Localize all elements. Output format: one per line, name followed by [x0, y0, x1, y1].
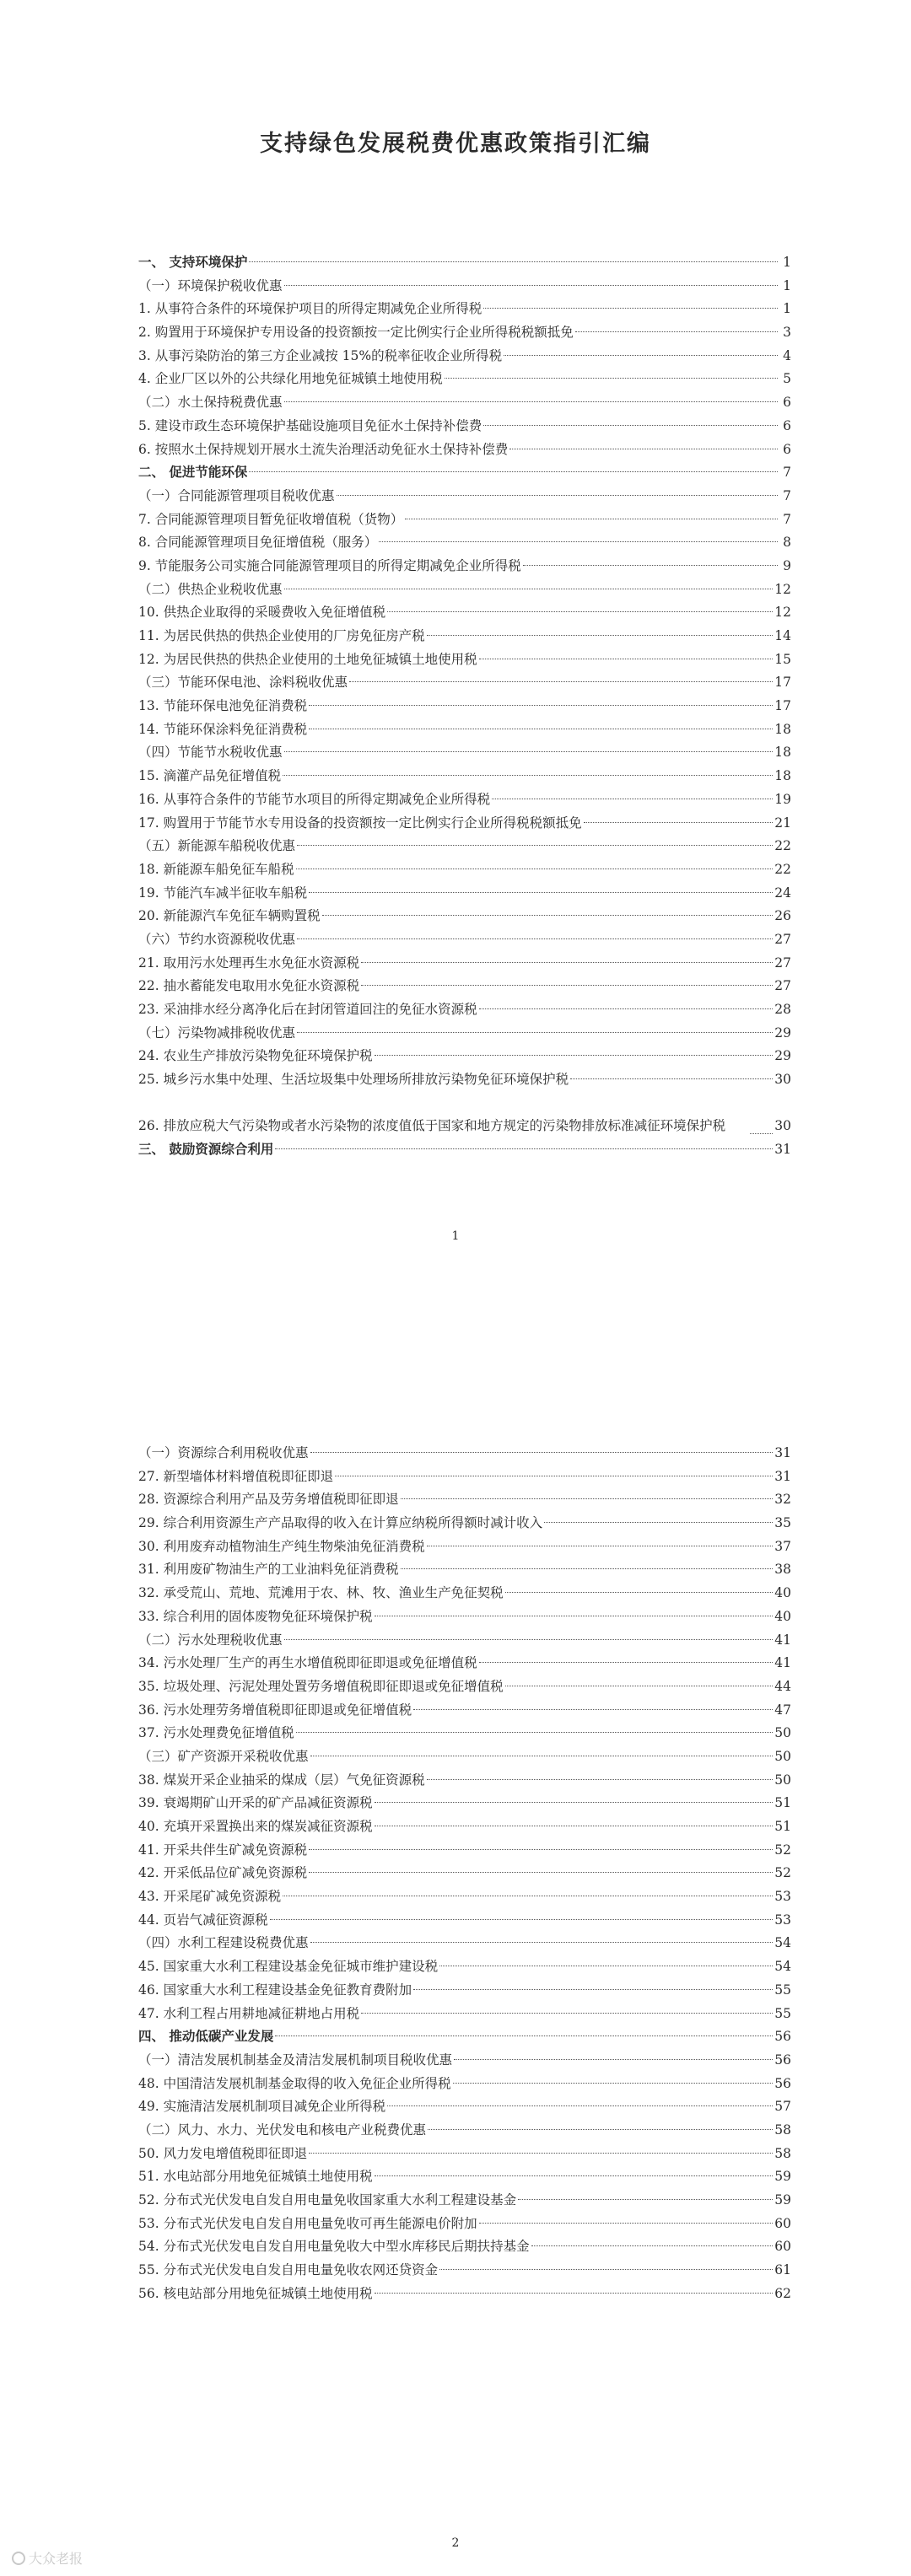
toc-entry[interactable]	[138, 2003, 791, 2026]
toc-entry-label: 24. 农业生产排放污染物免征环境保护税	[138, 1048, 373, 1064]
toc-page-number: 31	[774, 1468, 791, 1484]
toc-page-number: 60	[774, 2239, 791, 2255]
toc-leader-dots	[283, 775, 773, 776]
toc-page-number: 62	[774, 2285, 791, 2301]
toc-entry-label: 36. 污水处理劳务增值税即征即退或免征增值税	[138, 1702, 412, 1718]
toc-entry[interactable]	[138, 1955, 791, 1979]
toc-entry-label: （一）资源综合利用税收优惠	[138, 1445, 309, 1460]
toc-entry[interactable]	[138, 601, 791, 625]
toc-leader-dots	[454, 2059, 773, 2060]
toc-leader-dots	[483, 308, 778, 309]
toc-leader-dots	[479, 2223, 774, 2224]
toc-entry[interactable]	[138, 321, 791, 345]
toc-leader-dots	[309, 1872, 773, 1873]
toc-entry-label: 45. 国家重大水利工程建设基金免征城市维护建设税	[138, 1959, 439, 1975]
toc-leader-dots	[309, 1849, 773, 1850]
toc-entry[interactable]	[138, 2283, 791, 2306]
toc-page-number: 9	[783, 557, 791, 573]
toc-entry-label: 2. 购置用于环境保护专用设备的投资额按一定比例实行企业所得税税额抵免	[138, 325, 574, 341]
toc-page-number: 54	[774, 1959, 791, 1975]
toc-leader-dots	[337, 495, 778, 496]
toc-entry-label: 15. 滴灌产品免征增值税	[138, 768, 282, 784]
toc-entry[interactable]	[138, 905, 791, 928]
toc-leader-dots	[523, 565, 778, 566]
toc-entry-label: （六）节约水资源税收优惠	[138, 931, 296, 947]
toc-entry[interactable]	[138, 415, 791, 438]
toc-page-number: 17	[774, 675, 791, 691]
toc-leader-dots	[479, 1008, 774, 1009]
toc-page-number: 44	[774, 1678, 791, 1694]
toc-page-number: 26	[774, 908, 791, 924]
toc-leader-dots	[375, 2175, 774, 2176]
toc-page-number: 17	[774, 698, 791, 714]
toc-entry-label: （四）水利工程建设税费优惠	[138, 1935, 309, 1951]
toc-entry-label: 41. 开采共伴生矿减免资源税	[138, 1842, 308, 1858]
toc-page-number: 27	[774, 978, 791, 994]
toc-entry-label: 28. 资源综合利用产品及劳务增值税即征即退	[138, 1492, 399, 1508]
toc-leader-dots	[453, 2083, 774, 2084]
toc-entry[interactable]	[138, 1442, 791, 1465]
toc-entry[interactable]	[138, 2213, 791, 2236]
toc-page-number: 51	[774, 1795, 791, 1811]
watermark	[12, 2548, 83, 2568]
toc-entry-label: （二）水土保持税费优惠	[138, 395, 283, 411]
toc-entry[interactable]	[138, 1582, 791, 1605]
toc-leader-dots	[249, 471, 778, 472]
toc-leader-dots	[361, 962, 773, 963]
toc-entry[interactable]	[138, 1512, 791, 1535]
toc-entry[interactable]	[138, 1605, 791, 1629]
toc-leader-dots	[483, 425, 778, 426]
toc-entry[interactable]	[138, 625, 791, 648]
toc-entry-label: （一）合同能源管理项目税收优惠	[138, 487, 335, 503]
toc-entry[interactable]	[138, 1022, 791, 1046]
toc-page-number: 56	[774, 2029, 791, 2045]
toc-entry-label: 32. 承受荒山、荒地、荒滩用于农、林、牧、渔业生产免征契税	[138, 1585, 504, 1601]
document-title: 支持绿色发展税费优惠政策指引汇编	[260, 131, 651, 157]
toc-page-number: 52	[774, 1865, 791, 1881]
toc-leader-dots	[297, 1032, 773, 1033]
toc-page-number: 40	[774, 1585, 791, 1601]
toc-entry[interactable]	[138, 275, 791, 298]
toc-entry[interactable]	[138, 928, 791, 952]
toc-entry[interactable]	[138, 1535, 791, 1559]
toc-entry[interactable]	[138, 835, 791, 858]
toc-leader-dots	[270, 1919, 774, 1920]
toc-page-number: 27	[774, 955, 791, 971]
toc-entry[interactable]	[138, 2165, 791, 2189]
toc-leader-dots	[309, 2153, 773, 2154]
toc-page-number: 14	[774, 628, 791, 643]
toc-entry[interactable]	[138, 975, 791, 998]
toc-entry-label: 13. 节能环保电池免征消费税	[138, 698, 308, 714]
toc-entry[interactable]	[138, 1652, 791, 1675]
toc-leader-dots	[284, 751, 774, 752]
toc-leader-dots	[387, 611, 773, 612]
toc-entry[interactable]	[138, 1722, 791, 1745]
toc-page-number: 7	[783, 487, 791, 503]
toc-entry-label: 19. 节能汽车减半征收车船税	[138, 885, 308, 901]
toc-page-number: 60	[774, 2215, 791, 2231]
toc-leader-dots	[284, 1639, 774, 1640]
toc-section-heading[interactable]	[138, 2025, 791, 2049]
toc-leader-dots	[479, 1662, 774, 1663]
toc-entry-label: 三、 鼓励资源综合利用	[138, 1141, 274, 1157]
toc-page-number: 1	[783, 277, 791, 293]
toc-page-number: 19	[774, 791, 791, 807]
toc-entry[interactable]	[138, 882, 791, 906]
toc-entry-label: 8. 合同能源管理项目免征增值税（服务）	[138, 535, 378, 551]
toc-entry[interactable]	[138, 812, 791, 836]
toc-leader-dots	[284, 401, 778, 402]
toc-page-number: 54	[774, 1935, 791, 1951]
toc-entry-label: 22. 抽水蓄能发电取用水免征水资源税	[138, 978, 360, 994]
toc-page-number: 55	[774, 2005, 791, 2021]
toc-leader-dots	[349, 681, 773, 682]
toc-leader-dots	[375, 1802, 774, 1803]
toc-entry-label: 42. 开采低品位矿减免资源税	[138, 1865, 308, 1881]
toc-page-number: 18	[774, 768, 791, 784]
toc-page-number: 31	[774, 1445, 791, 1460]
toc-page-number: 15	[774, 651, 791, 667]
toc-page-number: 12	[774, 581, 791, 597]
toc-entry-label: 30. 利用废弃动植物油生产纯生物柴油免征消费税	[138, 1538, 425, 1554]
toc-entry[interactable]	[138, 345, 791, 368]
toc-leader-dots	[504, 355, 778, 356]
toc-entry-label: （七）污染物减排税收优惠	[138, 1024, 296, 1041]
toc-entry[interactable]	[138, 578, 791, 602]
toc-entry-label: 11. 为居民供热的供热企业使用的厂房免征房产税	[138, 628, 425, 643]
toc-entry[interactable]	[138, 2189, 791, 2213]
toc-page-number: 1	[783, 301, 791, 317]
toc-entry-label: 35. 垃圾处理、污泥处理处置劳务增值税即征即退或免征增值税	[138, 1678, 504, 1694]
toc-entry[interactable]	[138, 555, 791, 578]
toc-entry[interactable]	[138, 2119, 791, 2143]
toc-entry-label: 43. 开采尾矿减免资源税	[138, 1889, 282, 1905]
toc-page-number: 35	[774, 1515, 791, 1531]
toc-leader-dots	[284, 285, 778, 286]
toc-page-number: 18	[774, 721, 791, 737]
toc-page-number: 5	[783, 371, 791, 387]
toc-leader-dots	[439, 2269, 773, 2270]
toc-entry[interactable]	[138, 1745, 791, 1769]
toc-page-number: 55	[774, 1982, 791, 1998]
toc-entry[interactable]	[138, 1045, 791, 1068]
toc-page-number: 21	[774, 815, 791, 831]
toc-entry-label: （四）节能节水税收优惠	[138, 745, 283, 761]
toc-entry-label: 20. 新能源汽车免征车辆购置税	[138, 908, 321, 924]
toc-page-number: 41	[774, 1632, 791, 1648]
toc-entry-label: 50. 风力发电增值税即征即退	[138, 2145, 308, 2161]
toc-leader-dots	[310, 1942, 774, 1943]
toc-entry[interactable]	[138, 1092, 791, 1138]
toc-entry-label: 二、 促进节能环保	[138, 465, 248, 481]
toc-page-number: 1	[783, 255, 791, 270]
toc-leader-dots	[310, 1452, 774, 1453]
toc-entry-label: 56. 核电站部分用地免征城镇土地使用税	[138, 2285, 373, 2301]
toc-list-page-2	[138, 1442, 791, 2305]
toc-leader-dots	[445, 378, 778, 379]
toc-entry-label: 49. 实施清洁发展机制项目减免企业所得税	[138, 2099, 386, 2115]
toc-entry[interactable]	[138, 765, 791, 788]
toc-entry[interactable]	[138, 2073, 791, 2096]
toc-entry-label: 55. 分布式光伏发电自发自用电量免收农网还贷资金	[138, 2262, 439, 2278]
toc-entry[interactable]	[138, 2049, 791, 2073]
toc-section-heading[interactable]	[138, 1138, 791, 1162]
toc-entry[interactable]	[138, 998, 791, 1022]
toc-entry-label: 25. 城乡污水集中处理、生活垃圾集中处理场所排放污染物免征环境保护税	[138, 1072, 569, 1088]
toc-page-number: 37	[774, 1538, 791, 1554]
toc-section-heading[interactable]	[138, 461, 791, 485]
toc-leader-dots	[427, 635, 774, 636]
toc-leader-dots	[387, 2105, 773, 2106]
toc-entry[interactable]	[138, 438, 791, 462]
toc-entry-label: 4. 企业厂区以外的公共绿化用地免征城镇土地使用税	[138, 371, 443, 387]
toc-page-number: 53	[774, 1912, 791, 1928]
toc-entry-label: （三）节能环保电池、涂料税收优惠	[138, 675, 348, 691]
toc-entry-label: 16. 从事符合条件的节能节水项目的所得定期减免企业所得税	[138, 791, 491, 807]
toc-entry[interactable]	[138, 1885, 791, 1909]
toc-leader-dots	[309, 705, 773, 706]
toc-leader-dots	[375, 1055, 774, 1056]
toc-entry-label: 44. 页岩气减征资源税	[138, 1912, 268, 1928]
toc-entry-label: 31. 利用废矿物油生产的工业油料免征消费税	[138, 1562, 399, 1578]
toc-entry-label: 6. 按照水土保持规划开展水土流失治理活动免征水土保持补偿费	[138, 441, 509, 457]
toc-entry[interactable]	[138, 2143, 791, 2166]
toc-entry[interactable]	[138, 718, 791, 742]
toc-entry-label: 52. 分布式光伏发电自发自用电量免收国家重大水利工程建设基金	[138, 2192, 517, 2208]
toc-entry-label: （一）环境保护税收优惠	[138, 277, 283, 293]
toc-entry[interactable]	[138, 1068, 791, 1092]
watermark-logo-icon	[12, 2552, 25, 2565]
toc-entry[interactable]	[138, 368, 791, 391]
toc-entry[interactable]	[138, 1699, 791, 1723]
toc-entry-label: 3. 从事污染防治的第三方企业减按 15%的税率征收企业所得税	[138, 347, 503, 363]
toc-entry[interactable]	[138, 298, 791, 321]
toc-page-number: 40	[774, 1608, 791, 1624]
toc-entry-label: （三）矿产资源开采税收优惠	[138, 1748, 309, 1764]
toc-page-number: 22	[774, 861, 791, 877]
toc-entry[interactable]	[138, 1862, 791, 1885]
toc-leader-dots	[413, 1709, 773, 1710]
toc-leader-dots	[296, 1732, 774, 1733]
toc-entry-label: 9. 节能服务公司实施合同能源管理项目的所得定期减免企业所得税	[138, 557, 521, 573]
toc-page-number: 50	[774, 1772, 791, 1788]
toc-leader-dots	[297, 938, 773, 939]
toc-page-number: 30	[774, 1072, 791, 1088]
toc-page-number: 7	[783, 511, 791, 527]
toc-entry[interactable]	[138, 391, 791, 415]
toc-leader-dots	[544, 1522, 773, 1523]
toc-leader-dots	[322, 915, 774, 916]
toc-page-number: 41	[774, 1655, 791, 1671]
toc-entry[interactable]	[138, 508, 791, 532]
toc-page-number: 8	[783, 535, 791, 551]
toc-leader-dots	[309, 892, 773, 893]
toc-entry[interactable]	[138, 531, 791, 555]
toc-entry[interactable]	[138, 1815, 791, 1839]
toc-page-number: 50	[774, 1725, 791, 1741]
toc-entry[interactable]	[138, 788, 791, 812]
toc-entry-label: 21. 取用污水处理再生水免征水资源税	[138, 955, 360, 971]
toc-entry[interactable]	[138, 2259, 791, 2283]
toc-page-number: 30	[774, 1118, 792, 1134]
toc-entry[interactable]	[138, 1932, 791, 1955]
toc-page-number: 32	[774, 1492, 791, 1508]
toc-entry-label: 1. 从事符合条件的环境保护项目的所得定期减免企业所得税	[138, 301, 482, 317]
toc-section-heading[interactable]	[138, 251, 791, 275]
toc-entry[interactable]	[138, 1558, 791, 1582]
toc-entry-label: 10. 供热企业取得的采暖费收入免征增值税	[138, 605, 386, 621]
toc-page-number: 4	[783, 347, 791, 363]
toc-page-number: 61	[774, 2262, 791, 2278]
toc-page-2	[0, 1400, 911, 2576]
toc-entry-label: 33. 综合利用的固体废物免征环境保护税	[138, 1608, 373, 1624]
toc-page-number: 29	[774, 1048, 791, 1064]
toc-entry[interactable]	[138, 1979, 791, 2003]
toc-entry[interactable]	[138, 695, 791, 718]
toc-leader-dots	[361, 985, 773, 986]
toc-entry[interactable]	[138, 858, 791, 882]
toc-page-number: 51	[774, 1819, 791, 1834]
toc-page-number: 7	[783, 465, 791, 481]
toc-page-1	[0, 0, 911, 1282]
toc-page-number: 50	[774, 1748, 791, 1764]
toc-entry-label: （二）供热企业税收优惠	[138, 581, 283, 597]
toc-entry-label: （一）清洁发展机制基金及清洁发展机制项目税收优惠	[138, 2052, 453, 2068]
toc-page-number: 57	[774, 2099, 791, 2115]
toc-page-number: 53	[774, 1889, 791, 1905]
toc-page-number: 47	[774, 1702, 791, 1718]
toc-entry[interactable]	[138, 1769, 791, 1793]
toc-leader-dots	[249, 261, 778, 262]
toc-entry[interactable]	[138, 648, 791, 672]
toc-entry[interactable]	[138, 1675, 791, 1699]
watermark-text: 大众老报	[29, 2551, 84, 2567]
toc-page-number: 31	[774, 1141, 791, 1157]
toc-entry[interactable]	[138, 671, 791, 695]
toc-entry-label: 47. 水利工程占用耕地减征耕地占用税	[138, 2005, 360, 2021]
toc-leader-dots	[297, 845, 773, 846]
toc-entry-label: （五）新能源车船税收优惠	[138, 838, 296, 854]
toc-page-number: 56	[774, 2075, 791, 2091]
toc-leader-dots	[428, 2129, 773, 2130]
toc-page-number: 28	[774, 1002, 791, 1017]
toc-leader-dots	[379, 541, 778, 542]
toc-entry-label: （二）风力、水力、光伏发电和核电产业税费优惠	[138, 2122, 427, 2138]
toc-entry-label: （二）污水处理税收优惠	[138, 1632, 283, 1648]
toc-entry[interactable]	[138, 1488, 791, 1512]
toc-entry-label: 37. 污水处理费免征增值税	[138, 1725, 294, 1741]
toc-entry-label: 29. 综合利用资源生产产品取得的收入在计算应纳税所得额时减计收入	[138, 1515, 543, 1531]
toc-page-number: 24	[774, 885, 791, 901]
toc-leader-dots	[505, 1592, 774, 1593]
toc-page-number: 6	[783, 441, 791, 457]
toc-page-number: 18	[774, 745, 791, 761]
toc-leader-dots	[427, 1779, 774, 1780]
toc-entry-label: 12. 为居民供热的供热企业使用的土地免征城镇土地使用税	[138, 651, 477, 667]
toc-entry-label: 17. 购置用于节能节水专用设备的投资额按一定比例实行企业所得税税额抵免	[138, 815, 582, 831]
toc-page-number: 38	[774, 1562, 791, 1578]
toc-entry-label: 18. 新能源车船免征车船税	[138, 861, 294, 877]
toc-page-number: 59	[774, 2169, 791, 2185]
toc-leader-dots	[518, 2199, 773, 2200]
toc-page-number: 3	[783, 325, 791, 341]
toc-page-number: 52	[774, 1842, 791, 1858]
toc-entry-label: 46. 国家重大水利工程建设基金免征教育费附加	[138, 1982, 412, 1998]
toc-leader-dots	[575, 331, 778, 332]
toc-page-number: 58	[774, 2145, 791, 2161]
toc-entry[interactable]	[138, 1839, 791, 1863]
toc-entry[interactable]	[138, 952, 791, 976]
toc-leader-dots	[275, 1148, 773, 1149]
toc-entry-label: 23. 采油排水经分离净化后在封闭管道回注的免征水资源税	[138, 1002, 477, 1017]
toc-leader-dots	[750, 1133, 773, 1134]
page-number-footer: 1	[451, 1229, 460, 1243]
toc-leader-dots	[361, 2013, 773, 2014]
toc-entry[interactable]	[138, 2235, 791, 2259]
toc-page-number: 59	[774, 2192, 791, 2208]
toc-leader-dots	[584, 822, 774, 823]
toc-page-number: 22	[774, 838, 791, 854]
toc-entry[interactable]	[138, 1909, 791, 1933]
toc-entry-label: 26. 排放应税大气污染物或者水污染物的浓度值低于国家和地方规定的污染物排放标准减征环境保护税	[138, 1118, 726, 1134]
toc-leader-dots	[413, 1989, 773, 1990]
page-number-footer: 2	[451, 2536, 460, 2550]
toc-page-number: 56	[774, 2052, 791, 2068]
toc-entry-label: 27. 新型墙体材料增值税即征即退	[138, 1468, 334, 1484]
toc-entry[interactable]	[138, 485, 791, 508]
toc-leader-dots	[401, 1568, 774, 1569]
toc-page-number: 29	[774, 1024, 791, 1041]
toc-entry-label: 一、 支持环境保护	[138, 255, 248, 270]
toc-entry-label: 34. 污水处理厂生产的再生水增值税即征即退或免征增值税	[138, 1655, 477, 1671]
toc-entry-label: 7. 合同能源管理项目暂免征收增值税（货物）	[138, 511, 404, 527]
toc-page-number: 12	[774, 605, 791, 621]
toc-entry-label: 39. 衰竭期矿山开采的矿产品减征资源税	[138, 1795, 373, 1811]
toc-leader-dots	[401, 1498, 774, 1499]
toc-entry-label: 48. 中国清洁发展机制基金取得的收入免征企业所得税	[138, 2075, 451, 2091]
toc-entry[interactable]	[138, 1629, 791, 1653]
toc-entry[interactable]	[138, 1792, 791, 1815]
toc-list-page-1	[138, 251, 791, 1161]
toc-entry[interactable]	[138, 741, 791, 765]
toc-entry-label: 40. 充填开采置换出来的煤炭减征资源税	[138, 1819, 373, 1834]
toc-leader-dots	[531, 2245, 774, 2246]
toc-entry[interactable]	[138, 2095, 791, 2119]
toc-leader-dots	[570, 1078, 773, 1079]
toc-entry-label: 14. 节能环保涂料免征消费税	[138, 721, 308, 737]
toc-entry-label: 54. 分布式光伏发电自发自用电量免收大中型水库移民后期扶持基金	[138, 2239, 530, 2255]
toc-entry-label: 四、 推动低碳产业发展	[138, 2029, 274, 2045]
toc-page-number: 58	[774, 2122, 791, 2138]
toc-entry[interactable]	[138, 1465, 791, 1489]
toc-entry-label: 53. 分布式光伏发电自发自用电量免收可再生能源电价附加	[138, 2215, 477, 2231]
toc-entry-label: 51. 水电站部分用地免征城镇土地使用税	[138, 2169, 373, 2185]
toc-leader-dots	[375, 2293, 774, 2294]
toc-entry-label: 38. 煤炭开采企业抽采的煤成（层）气免征资源税	[138, 1772, 425, 1788]
toc-page-number: 6	[783, 417, 791, 433]
toc-page-number: 6	[783, 395, 791, 411]
toc-entry-label: 5. 建设市政生态环境保护基础设施项目免征水土保持补偿费	[138, 417, 482, 433]
toc-page-number: 27	[774, 931, 791, 947]
